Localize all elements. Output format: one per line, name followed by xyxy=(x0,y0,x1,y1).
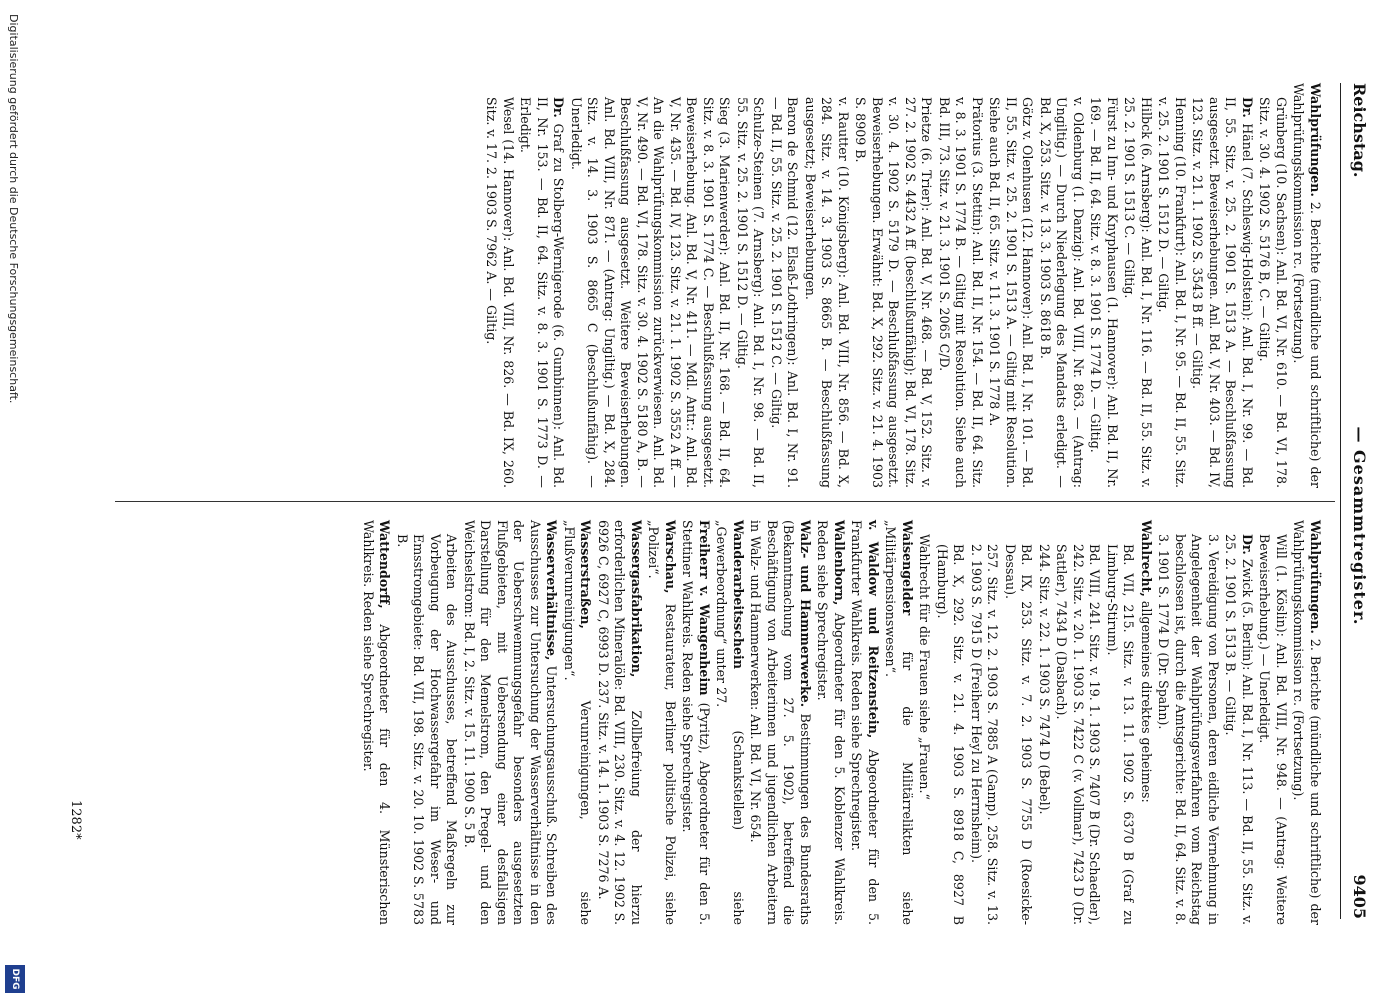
register-entry xyxy=(1290,83,1323,488)
entry-keyword: Wahlprüfungen. xyxy=(1308,83,1323,197)
entry-text: Baron de Schmid (12. Elsaß-Lothringen): Anl. Bd. I, Nr. 91. — Bd. II, 55. Sitz. v. 25. 2. 1901 S. 1512 C. — Giltig. xyxy=(769,97,801,488)
entry-keyword: Dr. xyxy=(1240,534,1255,555)
entry-text: 244. Sitz. v. 22. 1. 1903 S. 7474 D (Bebel). xyxy=(1037,544,1052,815)
register-entry xyxy=(483,83,516,488)
entry-keyword: Dr. xyxy=(1240,97,1255,118)
register-entry xyxy=(848,520,881,925)
register-entry xyxy=(986,83,1036,488)
entry-text: Fürst zu Inn- und Knyphausen (1. Hannover): Anl. Bd. II, Nr. 169. — Bd. II, 64. Sitz. v. 8. 3. 1901 S. 1774 D. — Giltig. xyxy=(1088,97,1120,488)
register-entry xyxy=(1053,520,1103,925)
register-entry xyxy=(1155,520,1221,925)
register-entry xyxy=(968,520,1001,925)
header-rule xyxy=(1340,83,1341,919)
entry-keyword: Wallenborn, xyxy=(832,520,847,606)
register-entry xyxy=(1037,83,1087,488)
entry-keyword: Wasserverhältnisse, xyxy=(544,520,560,661)
entry-text: 2. Berichte (mündliche und schriftliche) der Wahlprüfungskommission rc. (Fortsetzung). xyxy=(1291,520,1323,925)
register-entry xyxy=(916,520,933,925)
entry-text: v. Rautter (10. Königsberg): Anl. Bd. VIII, Nr. 856. — Bd. X, 284. Sitz. v. 14. 3. 1903 S. 8665 B. — Beschlußfassung ausgesetzt; Beweiserhebungen. xyxy=(803,97,851,488)
register-entry xyxy=(802,83,852,488)
register-entry xyxy=(713,520,746,925)
entry-text: Bestimmungen des Bundesraths (Bekanntmachung vom 27. 5. 1902), betreffend die Beschäftigung von Arbeiterinnen und jugendlichen Arbeitern in Walz- und Hammerwerken: Anl. Bd. VI, Nr. 654. xyxy=(748,520,813,925)
register-entry xyxy=(1138,520,1155,925)
register-entry xyxy=(595,520,645,925)
entry-keyword: Wanderarbeitsschein xyxy=(731,520,746,669)
column-divider xyxy=(115,501,1335,502)
entry-text: Hilbck (6. Arnsberg): Anl. Bd. I, Nr. 116. — Bd. II, 55. Sitz. v. 25. 2. 1901 S. 1513 C. — Giltig. xyxy=(1122,97,1154,488)
entry-text: v. Oldenburg (1. Danzig): Anl. Bd. VIII, Nr. 863. — (Antrag: Ungiltig.) — Durch Niederlegung des Mandats erledigt. — Bd. X, 253. Sitz. v. 13. 3. 1903 S. 8618 B. xyxy=(1038,97,1086,488)
entry-text: Bd. X, 292. Sitz. v. 21. 4. 1903 S. 8918 C, 8927 B (Hamburg). xyxy=(935,544,967,925)
entry-text: Zwick (5. Berlin): Anl. Bd. I, Nr. 113. — Bd. II, 55. Sitz. v. 25. 2. 1901 S. 1513 B. — Giltig. xyxy=(1223,534,1255,925)
entry-text: Götz v. Olenhusen (12. Hannover): Anl. Bd. I, Nr. 101. — Bd. II, 55. Sitz. v. 25. 2. 1901 S. 1513 A. — Giltig mit Resolution. Siehe auch Bd. II, 65. Sitz. v. 11. 3. 1901 S. 1778 A. xyxy=(987,97,1036,488)
entry-text: 2. Berichte (mündliche und schriftliche) der Wahlprüfungskommission rc. (Fortsetzung). xyxy=(1291,83,1323,488)
register-entry xyxy=(934,520,967,925)
running-head xyxy=(1343,83,1369,919)
register-entry xyxy=(1256,520,1289,925)
register-entry xyxy=(517,83,567,488)
register-entry xyxy=(1002,520,1035,925)
register-entry xyxy=(568,83,733,488)
entry-text: Sieg (3. Marienwerder): Anl. Bd. II, Nr. 168. — Bd. II, 64. Sitz. v. 8. 3. 1901 S. 1774 C. — Beschlußfassung ausgesetzt. Beweiserhebung. Anl. Bd. V, Nr. 411. — Mdl. Antr.: Anl. Bd. V, Nr. 435. — Bd. IV, 123. Sitz. v. 21. 1. 1902 S. 3552 A ff. — An die Wahlprüfungskommission zurückverwiesen. Anl. Bd. V, Nr. 490. — Bd. VI, 178. Sitz. v. 30. 4. 1902 S. 5180 A, B. — Beschlußfassung ausgesetzt. Weitere Beweiserhebungen. Anl. Bd. VIII, Nr. 871. — (Antrag: Ungiltig.) — Bd. X, 284. Sitz. v. 14. 3. 1903 S. 8665 C (beschlußunfähig). — Unerledigt. xyxy=(569,97,733,488)
register-entry xyxy=(561,520,594,925)
entry-text: Arbeiten des Ausschusses, betreffend Maßregeln zur Vorbeugung der Hochwassergefahr im Weser- und Emsstromgebiete: Bd. VII, 198. Sitz. v. 20. 10. 1902 S. 5783 B. xyxy=(395,534,460,925)
entry-text: Abgeordneter für den 5. Frankfurter Wahlkreis. Reden siehe Sprechregister. xyxy=(849,520,881,925)
entry-keyword: Wattendorff, xyxy=(377,520,393,609)
entry-text: Hänel (7. Schleswig-Holstein): Anl. Bd. I, Nr. 99. — Bd. II, 55. Sitz. v. 25. 2. 1901 S. 1513 A. — Beschlußfassung ausgesetzt. Beweiserhebungen. Anl. Bd. V, Nr. 403. — Bd. IV, 123. Sitz. v. 21. 1. 1902 S. 3543 B ff. — Giltig. xyxy=(1190,97,1255,488)
entry-keyword: Freiherr v. Wangenheim xyxy=(697,520,712,696)
entry-keyword: Dr. xyxy=(551,97,567,118)
entry-keyword: v. Waldow und Reitzenstein, xyxy=(866,520,881,739)
register-entry xyxy=(1104,520,1137,925)
running-head-left: Reichstag. xyxy=(1350,83,1369,178)
entry-text: Will (1. Köslin): Anl. Bd. VIII, Nr. 948. — (Antrag: Weitere Beweiserhebung.) — Unerledigt. xyxy=(1257,534,1289,925)
dfg-logo: DFG xyxy=(5,965,25,993)
register-entry xyxy=(461,520,560,925)
sheet-signature: 1282* xyxy=(68,800,83,840)
entry-text: Abgeordneter für den 5. Koblenzer Wahlkreis. Reden siehe Sprechregister. xyxy=(815,520,847,926)
register-entry xyxy=(1189,83,1255,488)
entry-text: Wesel (14. Hannover): Anl. Bd. VIII, Nr. 826. — Bd. IX, 260. Sitz. v. 17. 2. 1903 S. 7962 A. — Giltig. xyxy=(484,97,516,488)
entry-text: 3. Vereidigung von Personen, deren eidliche Vernehmung in Angelegenheit der Wahlprüfungsverfahren vom Reichstag beschlossen ist, durch die Amtsgerichte: Bd. II, 64. Sitz. v. 8. 3. 1901 S. 1774 D (Dr. Spahn). xyxy=(1156,534,1221,925)
entry-text: 257. Sitz. v. 12. 2. 1903 S. 7885 A (Gamp). 258. Sitz. v. 13. 2. 1903 S. 7915 D (Freiherr Heyl zu Herrnsheim). xyxy=(969,544,1001,925)
register-entry xyxy=(394,520,460,925)
entry-keyword: Wahlprüfungen. xyxy=(1308,520,1323,634)
register-entry xyxy=(936,83,986,488)
register-entry xyxy=(679,520,712,925)
register-entry xyxy=(1155,83,1188,488)
register-entry xyxy=(747,520,813,925)
entry-text: Prietze (6. Trier): Anl. Bd. V, Nr. 468. — Bd. V, 152. Sitz. v. 27. 2. 1902 S. 4432 A ff. (beschlußunfähig); Bd. VI, 178. Sitz. v. 30. 4. 1902 S. 5179 D. — Beschlußfassung ausgesetzt. Beweiserhebungen. Erwähnt: Bd. X, 292. Sitz. v. 21. 4. 1903 S. 8909 B. xyxy=(853,97,935,488)
entry-text: Restaurateur, Berliner politische Polizei, siehe „Polizei“. xyxy=(646,520,678,925)
register-entry xyxy=(882,520,915,925)
right-column xyxy=(359,520,1324,925)
entry-text: (Schankstellen) siehe „Gewerbeordnung“ unter 27. xyxy=(714,520,746,925)
entry-keyword: Waisengelder xyxy=(900,520,915,616)
entry-text: Bd. IX, 253. Sitz. v. 7. 2. 1903 S. 7755 D (Roesicke-Dessau). xyxy=(1003,544,1035,925)
register-entry xyxy=(1290,520,1323,925)
register-entry xyxy=(1121,83,1154,488)
entry-text: Schulze-Steinen (7. Arnsberg): Anl. Bd. I, Nr. 98. — Bd. II, 55. Sitz. v. 25. 2. 1901 S. 1512 D. — Giltig. xyxy=(735,97,767,488)
entry-text: Wahlrecht für die Frauen siehe „Frauen.“ xyxy=(917,534,933,800)
entry-keyword: Wahlrecht, xyxy=(1139,520,1154,597)
register-entry xyxy=(645,520,678,925)
entry-text: allgemeines direktes geheimes: xyxy=(1139,600,1154,803)
entry-keyword: Walz- und Hammerwerke. xyxy=(798,520,813,708)
entry-keyword: Warschau, xyxy=(663,520,678,594)
entry-text: Bd. VII, 215. Sitz. v. 13. 11. 1902 S. 6370 B (Graf zu Limburg-Stirum). xyxy=(1105,544,1137,925)
register-entry xyxy=(360,520,393,925)
register-entry xyxy=(1036,520,1053,925)
entry-text: Henning (10. Frankfurt): Anl. Bd. I, Nr. 95. — Bd. II, 55. Sitz. v. 25. 2. 1901 S. 1512 D. — Giltig. xyxy=(1156,97,1188,488)
register-entry xyxy=(768,83,801,488)
register-entry xyxy=(852,83,935,488)
register-entry xyxy=(814,520,847,925)
entry-keyword: Wassergasfabrikation, xyxy=(629,520,644,678)
register-entry xyxy=(734,83,767,488)
register-entry xyxy=(1087,83,1120,488)
entry-text: Abgeordneter für den 4. Münsterischen Wahlkreis. Reden siehe Sprechregister. xyxy=(361,520,393,925)
page-number: 9405 xyxy=(1350,874,1369,919)
digitization-note: Digitalisierung gefördert durch die Deutsche Forschungsgemeinschaft. xyxy=(7,14,21,404)
entry-keyword: Wasserstraßen, xyxy=(578,520,594,629)
entry-text: Untersuchungsausschuß. Schreiben des Ausschusses zur Untersuchung der Wasserverhältnisse in den der Ueberschwemmungsgefahr besonders ausgesetzten Flußgebieten, mit Uebersendung einer desfallsigen Darstellung für den Memelstrom, den Pregel- und den Weichselstrom: Bd. I, 2. Sitz. v. 15. 11. 1900 S. 5 B. xyxy=(462,520,560,925)
entry-text: (Pyritz), Abgeordneter für den 5. Stettiner Wahlkreis. Reden siehe Sprechregister. xyxy=(680,520,712,925)
entry-text: Grünberg (10. Sachsen): Anl. Bd. VI, Nr. 610. — Bd. VI, 178. Sitz. v. 30. 4. 1902 S. 5176 B, C. — Giltig. xyxy=(1257,97,1289,488)
entry-text: Graf zu Stolberg-Wernigerode (6. Gumbinnen): Anl. Bd. II, Nr. 153. — Bd. II, 64. Sitz. v. 8. 3. 1901 S. 1773 D. — Erledigt. xyxy=(518,97,567,488)
entry-text: für die Militärrelikten siehe „Militärpensionswesen“. xyxy=(883,520,915,925)
running-head-center: — Gesammtregister. xyxy=(1350,426,1369,626)
register-entry xyxy=(1222,520,1255,925)
entry-text: Bd. VIII, 241. Sitz. v. 19. 1. 1903 S. 7407 B (Dr. Schaedler), 242. Sitz. v. 20. 1. 1903 S. 7422 C (v. Vollmar), 7423 D (Dr. Sattler), 7434 D (Dasbach). xyxy=(1054,544,1103,925)
left-column xyxy=(482,83,1323,488)
entry-text: Verunreinigungen, siehe „Flußverunreinigungen“. xyxy=(562,520,594,925)
entry-text: Zollbefreiung der hierzu erforderlichen Mineralöle: Bd. VIII, 230. Sitz. v. 4. 12. 1902 S. 6926 C, 6927 C, 6993 D. 237. Sitz. v. 14. 1. 1903 S. 7276 A. xyxy=(596,520,644,925)
register-entry xyxy=(1256,83,1289,488)
entry-text: Prätorius (3. Stettin): Anl. Bd. II, Nr. 154. — Bd. II, 64. Sitz. v. 8. 3. 1901 S. 1774 B. — Giltig mit Resolution. Siehe auch Bd. III, 73. Sitz. v. 21. 3. 1901 S. 2065 C/D. xyxy=(937,97,985,488)
